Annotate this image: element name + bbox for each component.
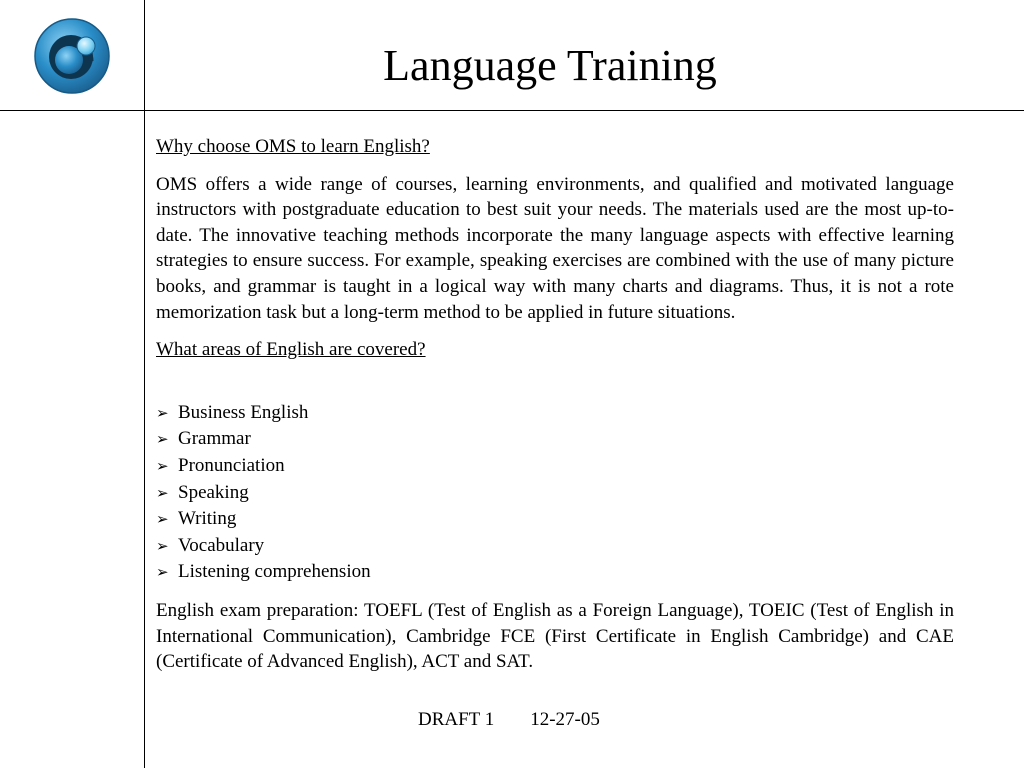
list-item — [156, 506, 954, 533]
list-item-label: Writing — [178, 508, 237, 530]
list-item — [156, 480, 954, 507]
arrow-bullet-icon: ➢ — [156, 430, 169, 449]
topics-list — [156, 400, 954, 586]
arrow-bullet-icon: ➢ — [156, 403, 169, 422]
exam-preparation-paragraph: English exam preparation: TOEFL (Test of English as a Foreign Language), TOEIC (Test of English in International Communication), Cambridge FCE (First Certificate in English Cambridge) and CAE (Certificate of Advanced English), ACT and SAT. — [156, 599, 954, 673]
section-heading-areas: What areas of English are covered? — [156, 339, 426, 361]
list-item-label: Business English — [178, 401, 309, 423]
arrow-bullet-icon: ➢ — [156, 483, 169, 502]
list-item-label: Speaking — [178, 481, 249, 503]
footer-date: 12-27-05 — [530, 709, 600, 730]
list-item — [156, 426, 954, 453]
horizontal-divider — [0, 110, 1024, 111]
list-item — [156, 559, 954, 586]
arrow-bullet-icon: ➢ — [156, 456, 169, 475]
oms-logo-icon — [33, 17, 111, 95]
arrow-bullet-icon: ➢ — [156, 510, 169, 529]
arrow-bullet-icon: ➢ — [156, 536, 169, 555]
slide-content — [156, 134, 954, 675]
vertical-divider — [144, 0, 145, 768]
list-item — [156, 400, 954, 427]
list-item-label: Pronunciation — [178, 454, 285, 476]
list-item-label: Grammar — [178, 428, 251, 450]
list-item-label: Listening comprehension — [178, 561, 371, 583]
slide-title: Language Training — [383, 41, 717, 90]
section-heading-why-oms: Why choose OMS to learn English? — [156, 136, 430, 157]
draft-label: DRAFT 1 — [418, 709, 495, 730]
list-item-label: Vocabulary — [178, 534, 265, 556]
list-item — [156, 453, 954, 480]
slide-footer — [418, 708, 600, 732]
arrow-bullet-icon: ➢ — [156, 563, 169, 582]
oms-description-paragraph: OMS offers a wide range of courses, learning environments, and qualified and motivated language instructors with postgraduate education to best suit your needs. The materials used are the most up-to-date. The innovative teaching methods incorporate the many language aspects with effective learning strategies to ensure success. For example, speaking exercises are combined with the use of many picture books, and grammar is taught in a logical way with many charts and diagrams. Thus, it is not a rote memorization task but a long-term method to be applied in future situations. — [156, 173, 954, 323]
list-item — [156, 533, 954, 560]
